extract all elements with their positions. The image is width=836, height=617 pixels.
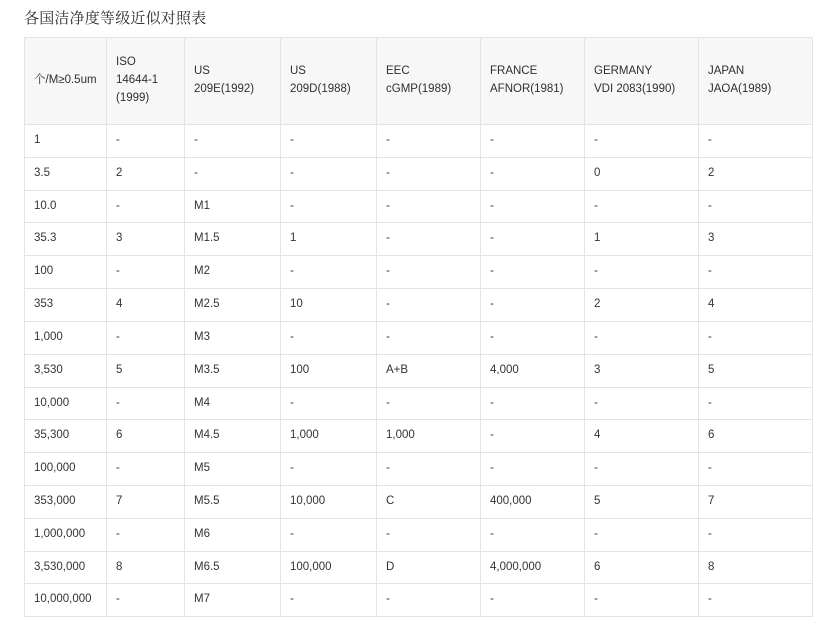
table-cell: 4,000 xyxy=(481,354,585,387)
table-cell: 3 xyxy=(107,223,185,256)
column-header-iso: ISO 14644-1 (1999) xyxy=(107,38,185,125)
table-row xyxy=(25,256,813,289)
table-row xyxy=(25,321,813,354)
row-label-cell: 10,000 xyxy=(25,387,107,420)
table-row xyxy=(25,420,813,453)
table-cell: 6 xyxy=(107,420,185,453)
row-label-cell: 1 xyxy=(25,125,107,158)
table-cell: - xyxy=(281,321,377,354)
row-label-cell: 3,530,000 xyxy=(25,551,107,584)
table-cell: 8 xyxy=(107,551,185,584)
table-cell: - xyxy=(107,584,185,617)
table-cell: 4 xyxy=(107,289,185,322)
table-cell: 400,000 xyxy=(481,485,585,518)
table-cell: - xyxy=(481,157,585,190)
table-cell: - xyxy=(481,420,585,453)
table-cell: - xyxy=(481,387,585,420)
column-header-us-209e: US 209E(1992) xyxy=(185,38,281,125)
table-cell: 1 xyxy=(585,223,699,256)
table-cell: - xyxy=(377,518,481,551)
table-cell: - xyxy=(585,584,699,617)
column-header-particles: 个/M≥0.5um xyxy=(25,38,107,125)
table-cell: - xyxy=(481,584,585,617)
row-label-cell: 100 xyxy=(25,256,107,289)
table-cell: 4,000,000 xyxy=(481,551,585,584)
table-cell: 100 xyxy=(281,354,377,387)
table-cell: 0 xyxy=(585,157,699,190)
table-cell: - xyxy=(107,125,185,158)
column-header-eec: EEC cGMP(1989) xyxy=(377,38,481,125)
table-cell: C xyxy=(377,485,481,518)
table-cell: 8 xyxy=(699,551,813,584)
table-cell: M1.5 xyxy=(185,223,281,256)
table-row xyxy=(25,354,813,387)
row-label-cell: 1,000,000 xyxy=(25,518,107,551)
table-cell: - xyxy=(281,190,377,223)
table-cell: - xyxy=(377,157,481,190)
row-label-cell: 10.0 xyxy=(25,190,107,223)
table-cell: - xyxy=(377,453,481,486)
table-cell: - xyxy=(377,256,481,289)
table-cell: - xyxy=(281,387,377,420)
row-label-cell: 10,000,000 xyxy=(25,584,107,617)
table-cell: - xyxy=(585,387,699,420)
table-cell: - xyxy=(185,157,281,190)
table-cell: D xyxy=(377,551,481,584)
row-label-cell: 1,000 xyxy=(25,321,107,354)
column-header-us-209d: US 209D(1988) xyxy=(281,38,377,125)
table-cell: - xyxy=(281,125,377,158)
table-cell: - xyxy=(481,256,585,289)
table-cell: - xyxy=(481,453,585,486)
table-cell: - xyxy=(281,584,377,617)
table-cell: - xyxy=(107,453,185,486)
table-cell: - xyxy=(585,125,699,158)
table-cell: 1 xyxy=(281,223,377,256)
table-cell: M6.5 xyxy=(185,551,281,584)
table-cell: - xyxy=(699,518,813,551)
table-cell: M6 xyxy=(185,518,281,551)
table-cell: 1,000 xyxy=(281,420,377,453)
table-cell: - xyxy=(585,321,699,354)
table-cell: - xyxy=(281,518,377,551)
table-cell: 7 xyxy=(699,485,813,518)
table-cell: M2 xyxy=(185,256,281,289)
column-header-germany: GERMANY VDI 2083(1990) xyxy=(585,38,699,125)
table-cell: - xyxy=(377,223,481,256)
table-cell: 5 xyxy=(107,354,185,387)
table-cell: - xyxy=(481,518,585,551)
table-row xyxy=(25,157,813,190)
table-cell: 2 xyxy=(699,157,813,190)
table-cell: - xyxy=(377,190,481,223)
row-label-cell: 35,300 xyxy=(25,420,107,453)
table-row xyxy=(25,518,813,551)
table-cell: - xyxy=(585,190,699,223)
table-cell: 5 xyxy=(699,354,813,387)
table-cell: - xyxy=(699,453,813,486)
table-row xyxy=(25,125,813,158)
table-cell: M3.5 xyxy=(185,354,281,387)
row-label-cell: 100,000 xyxy=(25,453,107,486)
table-cell: - xyxy=(377,125,481,158)
table-cell: - xyxy=(585,453,699,486)
table-row xyxy=(25,387,813,420)
table-cell: 6 xyxy=(699,420,813,453)
table-cell: - xyxy=(107,190,185,223)
table-cell: 3 xyxy=(585,354,699,387)
table-cell: M1 xyxy=(185,190,281,223)
table-row xyxy=(25,584,813,617)
table-cell: 10,000 xyxy=(281,485,377,518)
table-cell: - xyxy=(699,321,813,354)
table-cell: - xyxy=(107,387,185,420)
cleanroom-comparison-table xyxy=(24,37,813,617)
table-cell: - xyxy=(481,321,585,354)
table-cell: - xyxy=(481,190,585,223)
cleanroom-table-container xyxy=(24,37,812,617)
table-cell: 3 xyxy=(699,223,813,256)
table-row xyxy=(25,453,813,486)
row-label-cell: 3,530 xyxy=(25,354,107,387)
table-cell: M2.5 xyxy=(185,289,281,322)
table-cell: - xyxy=(699,125,813,158)
table-cell: - xyxy=(107,256,185,289)
page-title: 各国洁净度等级近似对照表 xyxy=(24,10,207,27)
table-cell: A+B xyxy=(377,354,481,387)
table-cell: - xyxy=(699,190,813,223)
table-header xyxy=(25,38,813,125)
table-cell: M7 xyxy=(185,584,281,617)
table-cell: - xyxy=(377,321,481,354)
table-cell: - xyxy=(699,256,813,289)
table-cell: 6 xyxy=(585,551,699,584)
table-cell: - xyxy=(699,584,813,617)
table-cell: M5.5 xyxy=(185,485,281,518)
table-body xyxy=(25,125,813,617)
table-cell: - xyxy=(281,256,377,289)
table-cell: - xyxy=(699,387,813,420)
row-label-cell: 35.3 xyxy=(25,223,107,256)
table-cell: - xyxy=(107,321,185,354)
table-cell: 4 xyxy=(585,420,699,453)
table-cell: - xyxy=(377,584,481,617)
table-row xyxy=(25,190,813,223)
table-cell: - xyxy=(585,518,699,551)
table-cell: M5 xyxy=(185,453,281,486)
table-row xyxy=(25,223,813,256)
table-cell: 2 xyxy=(107,157,185,190)
row-label-cell: 3.5 xyxy=(25,157,107,190)
row-label-cell: 353,000 xyxy=(25,485,107,518)
table-cell: - xyxy=(377,387,481,420)
table-header-row xyxy=(25,38,813,125)
table-cell: 7 xyxy=(107,485,185,518)
table-cell: - xyxy=(481,223,585,256)
table-cell: - xyxy=(281,453,377,486)
table-cell: M4 xyxy=(185,387,281,420)
table-cell: 10 xyxy=(281,289,377,322)
row-label-cell: 353 xyxy=(25,289,107,322)
table-row xyxy=(25,289,813,322)
table-cell: M4.5 xyxy=(185,420,281,453)
table-cell: - xyxy=(281,157,377,190)
column-header-japan: JAPAN JAOA(1989) xyxy=(699,38,813,125)
table-cell: 1,000 xyxy=(377,420,481,453)
table-cell: - xyxy=(107,518,185,551)
table-row xyxy=(25,551,813,584)
table-cell: 5 xyxy=(585,485,699,518)
table-cell: 2 xyxy=(585,289,699,322)
table-cell: - xyxy=(481,289,585,322)
table-cell: - xyxy=(377,289,481,322)
table-cell: - xyxy=(481,125,585,158)
table-cell: 4 xyxy=(699,289,813,322)
table-row xyxy=(25,485,813,518)
column-header-france: FRANCE AFNOR(1981) xyxy=(481,38,585,125)
table-cell: 100,000 xyxy=(281,551,377,584)
table-cell: M3 xyxy=(185,321,281,354)
table-cell: - xyxy=(585,256,699,289)
table-cell: - xyxy=(185,125,281,158)
